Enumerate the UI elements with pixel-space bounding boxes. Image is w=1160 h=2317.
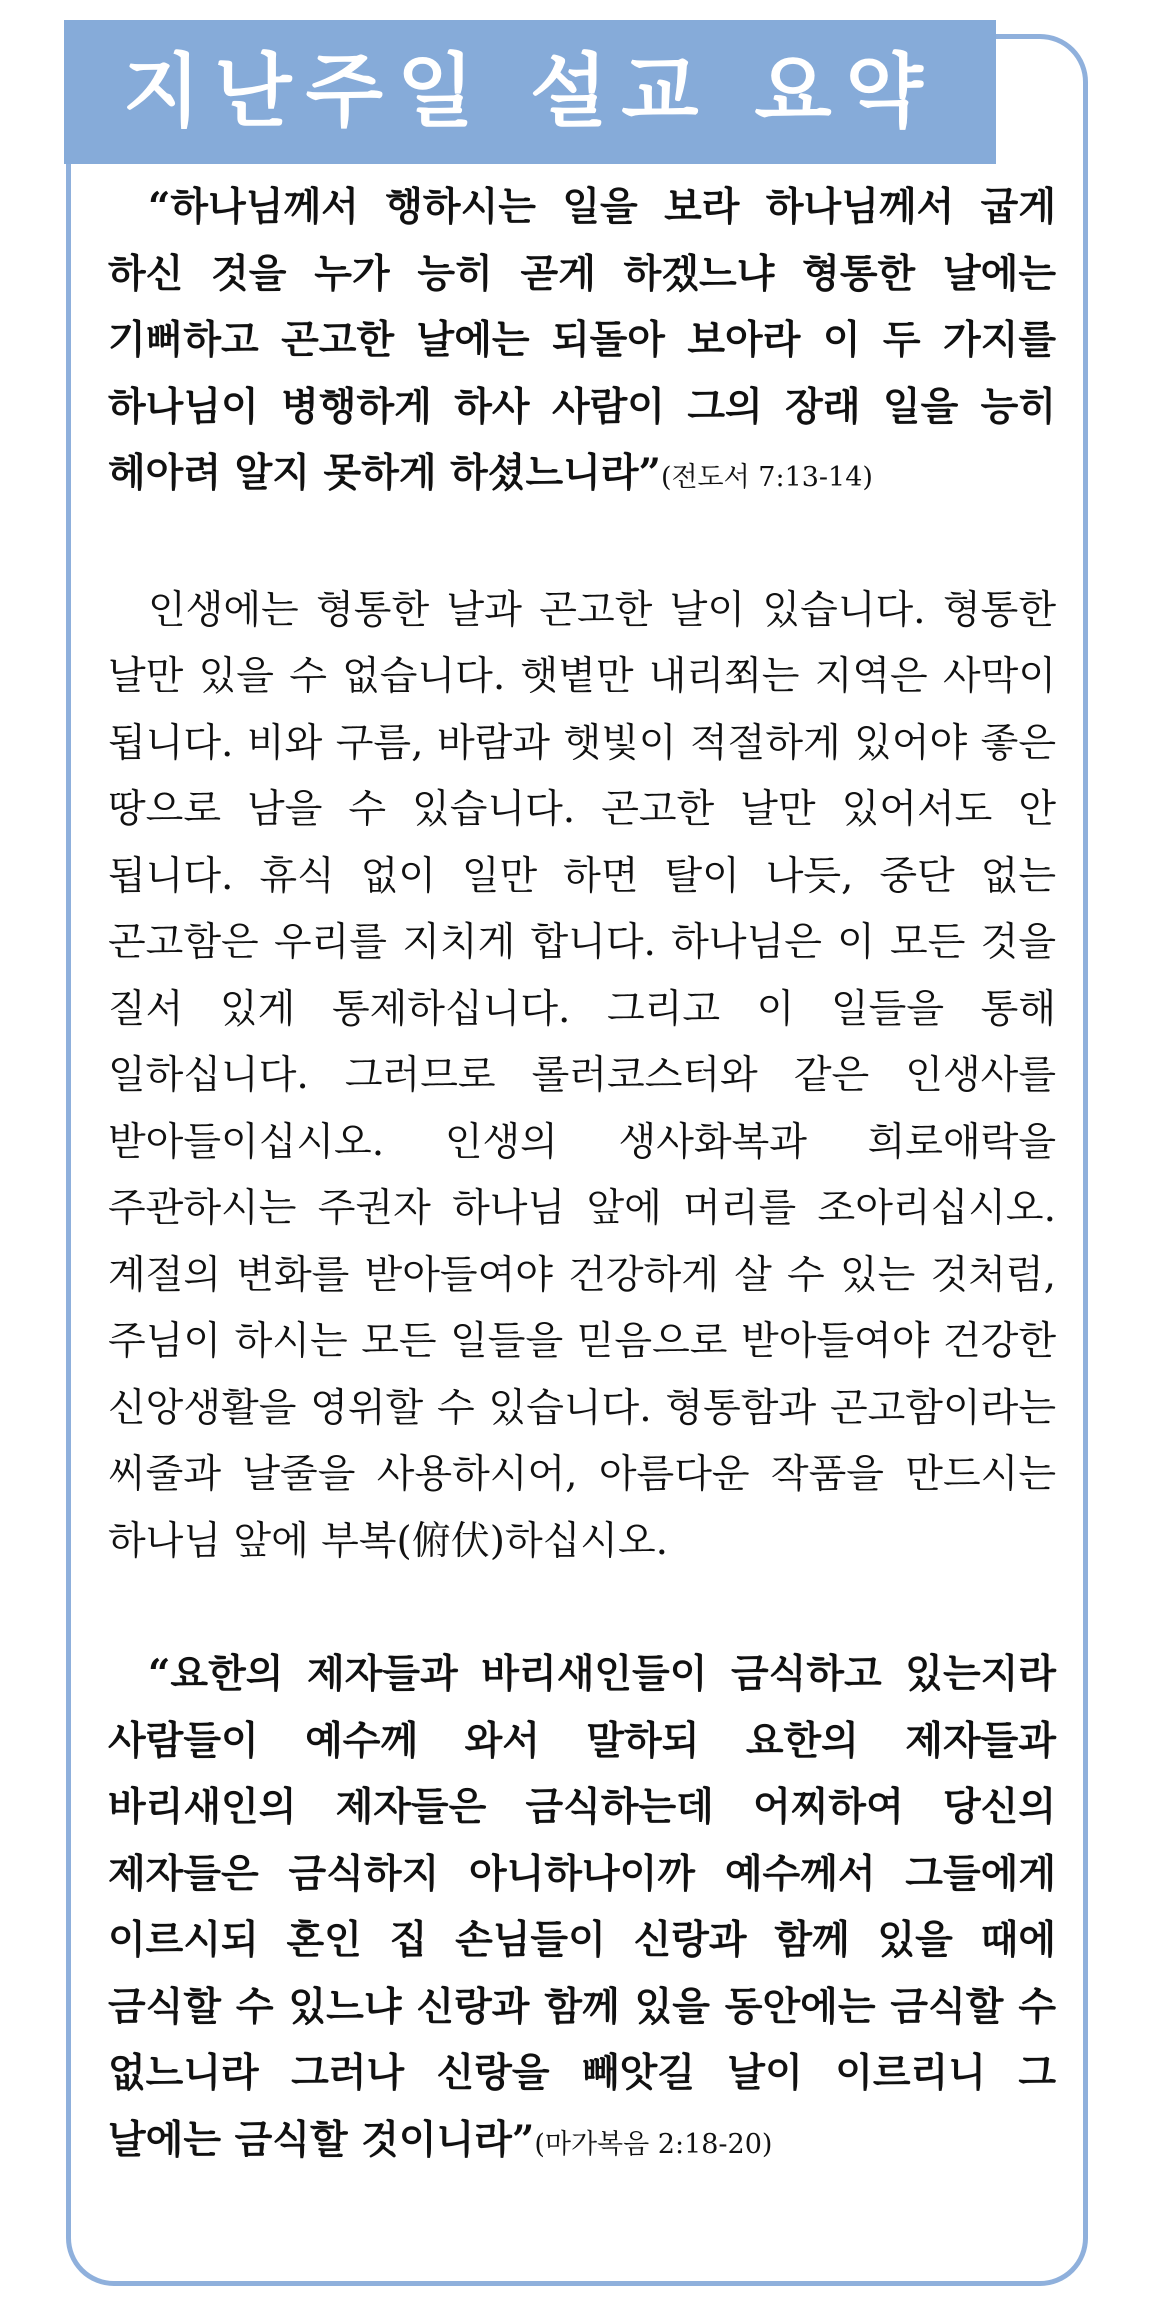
scripture-quote-ecclesiastes <box>108 174 1056 512</box>
scripture-reference: (전도서 7:13-14) <box>660 462 873 493</box>
paragraph-spacer <box>108 512 1056 578</box>
scripture-quote-text: “하나님께서 행하시는 일을 보라 하나님께서 굽게 하신 것을 누가 능히 곧게 하겠느냐 형통한 날에는 기뻐하고 곤고한 날에는 되돌아 보아라 이 두 가지를 하나님이 병행하게 하사 사람이 그의 장래 일을 능히 헤아려 알지 못하게 하셨느니라” <box>108 184 1056 496</box>
paragraph-spacer <box>108 1575 1056 1641</box>
title-banner <box>64 20 996 164</box>
scripture-reference: (마가복음 2:18-20) <box>534 2128 773 2160</box>
sermon-summary-body <box>108 174 1056 2178</box>
page-title: 지난주일 설교 요약 <box>123 45 937 138</box>
scripture-quote-mark <box>108 1641 1056 2178</box>
sermon-body-paragraph: 인생에는 형통한 날과 곤고한 날이 있습니다. 형통한 날만 있을 수 없습니다. 햇볕만 내리쬐는 지역은 사막이 됩니다. 비와 구름, 바람과 햇빛이 적절하게 있어야 좋은 땅으로 남을 수 있습니다. 곤고한 날만 있어서도 안 됩니다. 휴식 없이 일만 하면 탈이 나듯, 중단 없는 곤고함은 우리를 지치게 합니다. 하나님은 이 모든 것을 질서 있게 통제하십니다. 그리고 이 일들을 통해 일하십니다. 그러므로 롤러코스터와 같은 인생사를 받아들이십시오. 인생의 생사화복과 희로애락을 주관하시는 주권자 하나님 앞에 머리를 조아리십시오. 계절의 변화를 받아들여야 건강하게 살 수 있는 것처럼, 주님이 하시는 모든 일들을 믿음으로 받아들여야 건강한 신앙생활을 영위할 수 있습니다. 형통함과 곤고함이라는 씨줄과 날줄을 사용하시어, 아름다운 작품을 만드시는 하나님 앞에 부복(俯伏)하십시오. <box>108 587 1057 1564</box>
scripture-quote-text: “요한의 제자들과 바리새인들이 금식하고 있는지라 사람들이 예수께 와서 말하되 요한의 제자들과 바리새인의 제자들은 금식하는데 어찌하여 당신의 제자들은 금식하지 아니하나이까 예수께서 그들에게 이르시되 혼인 집 손님들이 신랑과 함께 있을 때에 금식할 수 있느냐 신랑과 함께 있을 동안에는 금식할 수 없느니라 그러나 신랑을 빼앗길 날이 이르리니 그 날에는 금식할 것이니라” <box>108 1651 1056 2163</box>
